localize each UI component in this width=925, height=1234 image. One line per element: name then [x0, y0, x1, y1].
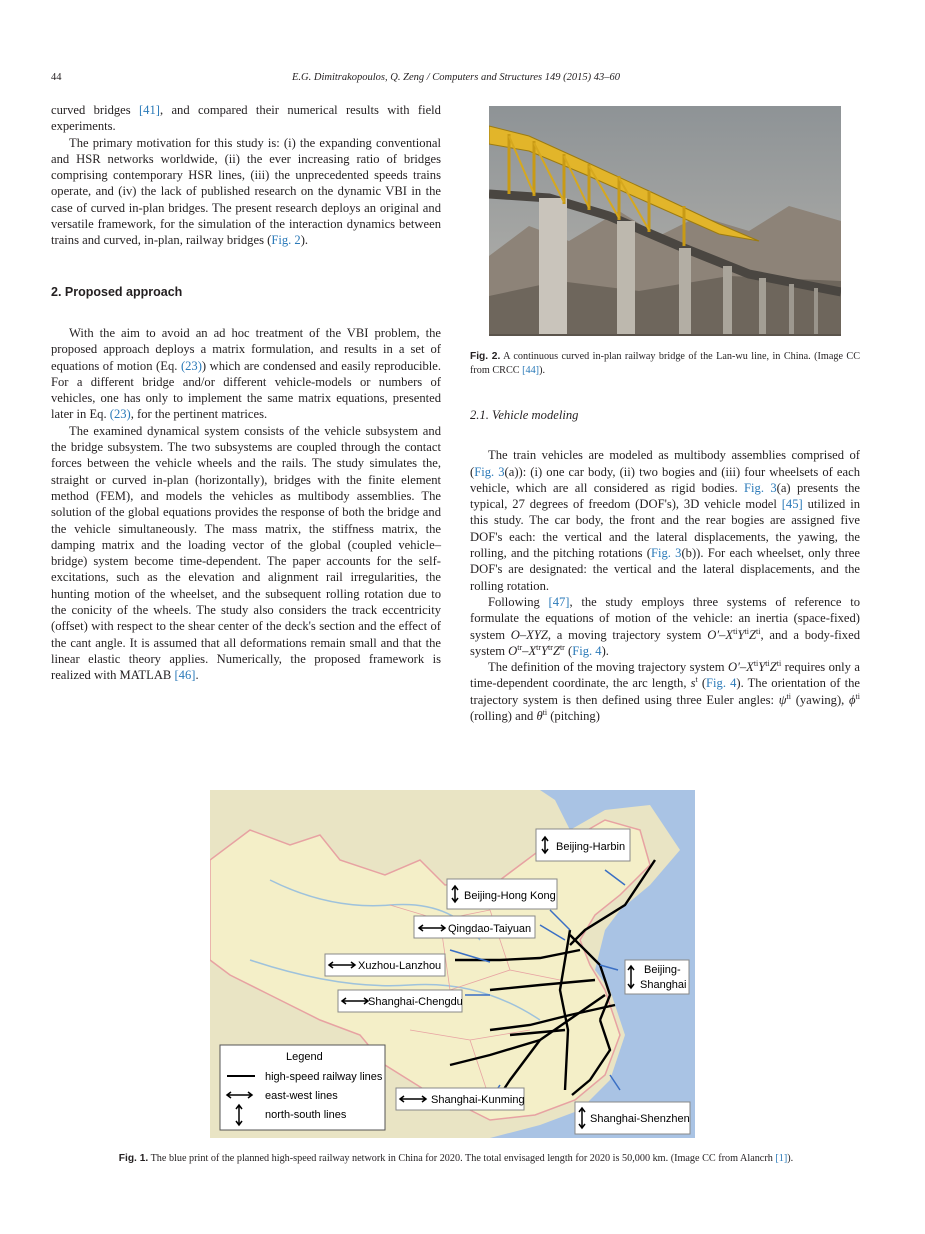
line-label: Qingdao-Taiyuan — [448, 923, 532, 935]
china-hsr-map — [210, 790, 695, 1138]
legend-title: Legend — [286, 1051, 323, 1063]
caption-label: Fig. 1. — [118, 1153, 149, 1164]
line-label: Shanghai — [640, 979, 687, 991]
citation-link[interactable]: [45] — [781, 497, 803, 512]
figure-link[interactable]: Fig. 3 — [651, 546, 682, 561]
label-qingdao-taiyuan — [414, 916, 535, 938]
legend-ns: north-south lines — [265, 1109, 347, 1121]
journal-citation: E.G. Dimitrakopoulos, Q. Zeng / Computers and Structures 149 (2015) 43–60 — [291, 72, 621, 83]
label-beijing-shanghai — [625, 960, 689, 994]
label-beijing-hongkong — [447, 879, 557, 909]
paragraph: With the aim to avoid an ad hoc treatment of the VBI problem, the proposed approach deploys a matrix formulation, and results in a set of equations of motion (Eq. (23)) which are condensed and easily reproducible. For a different bridge and/or different vehicle-models or numbers of vehicles, one has only to implement the same matrix equations, presented later in Eq. (23), for the pertinent matrices. — [51, 325, 441, 422]
label-xuzhou-lanzhou — [325, 954, 445, 976]
citation-link[interactable]: [46] — [174, 668, 196, 683]
page-number: 44 — [51, 72, 62, 83]
line-label: Beijing-Hong Kong — [464, 890, 556, 902]
citation-link[interactable]: [44] — [522, 364, 540, 376]
paragraph: Following [47], the study employs three systems of reference to formulate the equations of motion of the vehicle: an inertia (space-fixed) system O–XYZ, a moving trajectory system $O'-X^{ti}Y^{ti}Z^{ti}$, and a body-fixed system $O^{tr}-X^{tr}Y^{tr}Z^{tr}$ (Fig. 4). — [470, 594, 860, 658]
line-label: Shanghai-Kunming — [431, 1094, 525, 1106]
subsection-title: 2.1. Vehicle modeling — [470, 408, 579, 422]
paragraph: The examined dynamical system consists of the vehicle subsystem and the bridge subsystem. The two subsystems are coupled through the contact forces between the vehicle wheels and the rails. The study simulates the, straight or curved in-plan (horizontally), bridges with the finite element method (FEM), and models the vehicles as multibody assemblies. The solution of the global equations provides the response of both the bridge and the vehicle simultaneously. The mass matrix, the stiffness matrix, the damping matrix and the loading vector of the global (coupled vehicle–bridge) system become time-dependent. The paper accounts for the self-excitations, such as the elevation and alignment rail irregularities, the hunting motion of the wheelset, and the subsequent rolling rotation due to the conicity of the wheels. The study also considers the track eccentricity (offset) with respect to the shear center of the deck's section and the effect of the cant angle. It is assumed that all deformations remain small and that the linear elastic theory applies. Numerically, the proposed framework is realized with MATLAB [46]. — [51, 423, 441, 683]
figure-1-caption: Fig. 1. The blue print of the planned high-speed railway network in China for 2020. The total envisaged length for 2020 is 50,000 km. (Image CC from Alancrh [1]). — [118, 1153, 794, 1164]
line-label: Shanghai-Shenzhen — [590, 1113, 690, 1125]
equation-link[interactable]: (23) — [180, 358, 202, 373]
paragraph: The train vehicles are modeled as multibody assemblies comprised of (Fig. 3(a)): (i) one car body, (ii) two bogies and (iii) four wheelsets of each vehicle, which are all considered as rigid bodies. Fig. 3(a) presents the typical, 27 degrees of freedom (DOF's), 3D vehicle model [45] utilized in this study. The car body, the front and the rear bogies are assigned five DOF's each: the vertical and the lateral displacements, the yawing, the rolling, and the pitching rotations (Fig. 3(b)). For each wheelset, only three DOF's are designated: the vertical and the lateral displacements, and the rolling rotation. — [470, 448, 860, 593]
paragraph: curved bridges [41], and compared their numerical results with field experiments. — [51, 103, 441, 134]
figure-2-caption: Fig. 2. A continuous curved in-plan railway bridge of the Lan-wu line, in China. (Image CC from CRCC [44]). — [470, 351, 860, 376]
figure-link[interactable]: Fig. 2 — [271, 233, 301, 248]
figure-link[interactable]: Fig. 3 — [474, 464, 505, 479]
label-shanghai-chengdu — [338, 990, 463, 1012]
caption-label: Fig. 2. — [470, 351, 501, 362]
legend-ew: east-west lines — [265, 1090, 338, 1102]
label-shanghai-shenzhen — [575, 1102, 690, 1134]
map-legend — [220, 1045, 385, 1130]
citation-link[interactable]: [41] — [138, 103, 160, 117]
label-beijing-harbin — [536, 829, 630, 861]
citation-link[interactable]: [1] — [775, 1153, 788, 1164]
equation-link[interactable]: (23) — [109, 407, 131, 422]
right-column — [470, 407, 860, 724]
label-shanghai-kunming — [396, 1088, 525, 1110]
citation-link[interactable]: [47] — [548, 594, 570, 609]
line-label: Beijing- — [644, 964, 681, 976]
figure-link[interactable]: Fig. 4 — [706, 676, 737, 691]
line-label: Beijing-Harbin — [556, 841, 626, 853]
legend-hsr: high-speed railway lines — [265, 1071, 383, 1083]
line-label: Xuzhou-Lanzhou — [358, 960, 442, 972]
bridge-photo — [489, 106, 841, 336]
section-title: 2. Proposed approach — [51, 284, 183, 299]
figure-link[interactable]: Fig. 4 — [572, 643, 602, 658]
line-label: Shanghai-Chengdu — [368, 996, 463, 1008]
paragraph: The primary motivation for this study is: (i) the expanding conventional and HSR networks worldwide, (ii) the ever increasing ratio of bridges comprising contemporary HSR lines, (iii) the unprecedented speeds trains operate, and (iv) the lack of published research on the dynamic VBI in the case of curved in-plan bridges. The present research deploys an original and versatile framework, for the simulation of the interaction dynamics between trains and curved, in-plan, railway bridges (Fig. 2). — [51, 135, 441, 248]
figure-link[interactable]: Fig. 3 — [744, 480, 777, 495]
left-column — [51, 102, 441, 684]
paragraph: The definition of the moving trajectory system $O'-X^{ti}Y^{ti}Z^{ti}$ requires only a time-dependent coordinate, the arc length, $s^t$ (Fig. 4). The orientation of the trajectory system is then defined using three Euler angles: $\psi^{ti}$ (yawing), $\phi^{ti}$ (rolling) and $\theta^{ti}$ (pitching) — [470, 658, 860, 724]
